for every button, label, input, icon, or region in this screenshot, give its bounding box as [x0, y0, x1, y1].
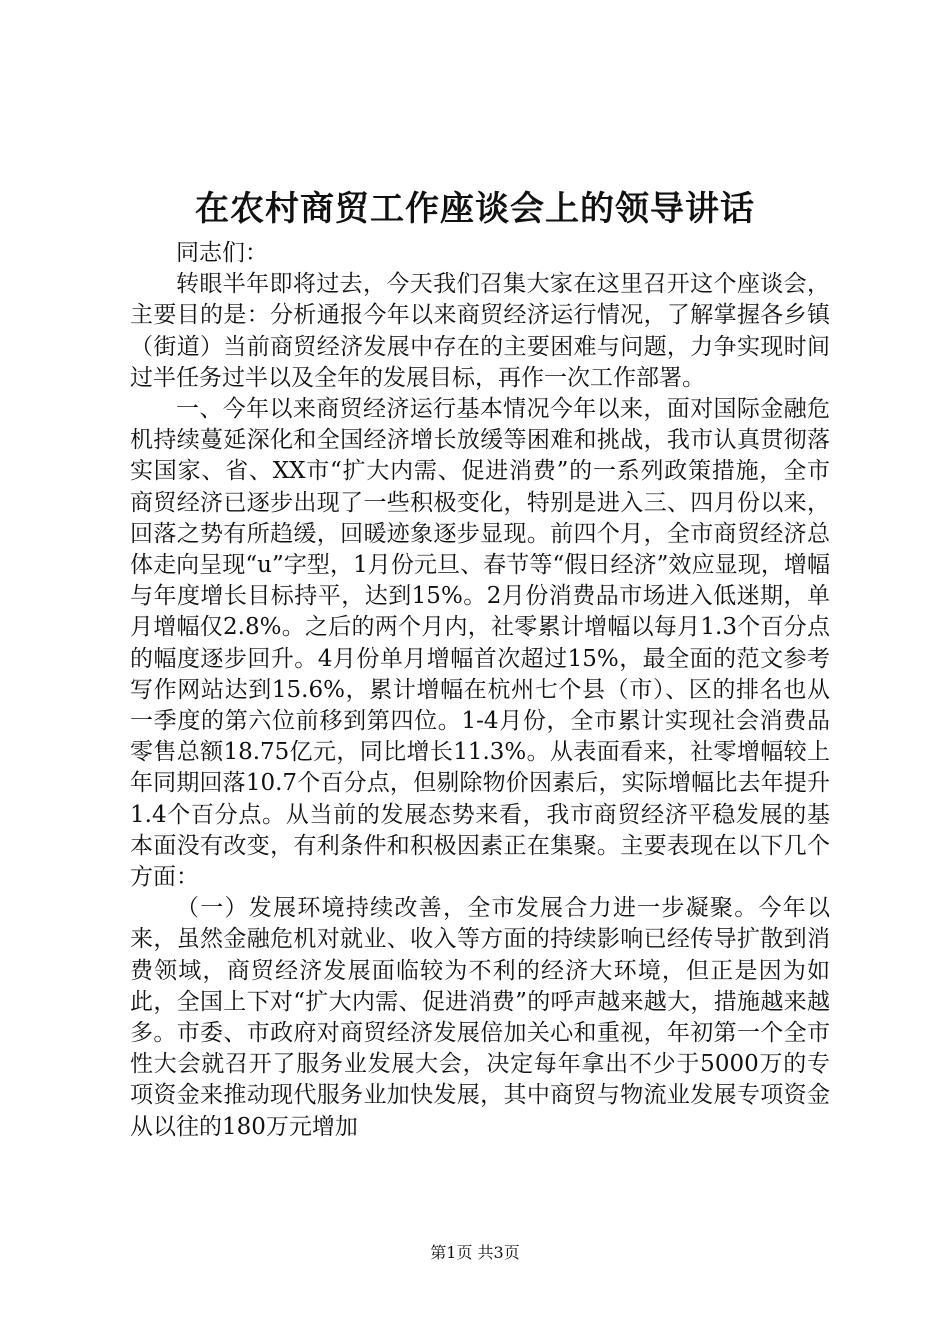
page-number-footer: 第1页 共3页 [430, 1243, 520, 1262]
body-paragraph: 转眼半年即将过去，今天我们召集大家在这里召开这个座谈会，主要目的是：分析通报今年以来商贸经济运行情况，了解掌握各乡镇（街道）当前商贸经济发展中存在的主要困难与问题，力争实现时间过半任务过半以及全年的发展目标，再作一次工作部署。 [130, 271, 830, 391]
body-paragraph: 一、今年以来商贸经济运行基本情况今年以来，面对国际金融危机持续蔓延深化和全国经济增长放缓等困难和挑战，我市认真贯彻落实国家、省、XX市“扩大内需、促进消费”的一系列政策措施，全市商贸经济已逐步出现了一些积极变化，特别是进入三、四月份以来，回落之势有所趋缓，回暖迹象逐步显现。前四个月，全市商贸经济总体走向呈现“u”字型，1月份元旦、春节等“假日经济”效应显现，增幅与年度增长目标持平，达到15%。2月份消费品市场进入低迷期，单月增幅仅2.8%。之后的两个月内，社零累计增幅以每月1.3个百分点的幅度逐步回升。4月份单月增幅首次超过15%，最全面的范文参考写作网站达到15.6%，累计增幅在杭州七个县（市）、区的排名也从一季度的第六位前移到第四位。1-4月份，全市累计实现社会消费品零售总额18.75亿元，同比增长11.3%。从表面看来，社零增幅较上年同期回落10.7个百分点，但剔除物价因素后，实际增幅比去年提升1.4个百分点。从当前的发展态势来看，我市商贸经济平稳发展的基本面没有改变，有利条件和积极因素正在集聚。主要表现在以下几个方面： [130, 396, 830, 891]
document-body [130, 238, 830, 1143]
salutation-paragraph: 同志们： [176, 240, 268, 266]
body-paragraph: （一）发展环境持续改善，全市发展合力进一步凝聚。今年以来，虽然金融危机对就业、收入等方面的持续影响已经传导扩散到消费领域，商贸经济发展面临较为不利的经济大环境，但正是因为如此，全国上下对“扩大内需、促进消费”的呼声越来越大，措施越来越多。市委、市政府对商贸经济发展倍加关心和重视，年初第一个全市性大会就召开了服务业发展大会，决定每年拿出不少于5000万的专项资金来推动现代服务业加快发展，其中商贸与物流业发展专项资金从以往的180万元增加 [130, 895, 830, 1140]
page-title: 在农村商贸工作座谈会上的领导讲话 [195, 189, 755, 229]
